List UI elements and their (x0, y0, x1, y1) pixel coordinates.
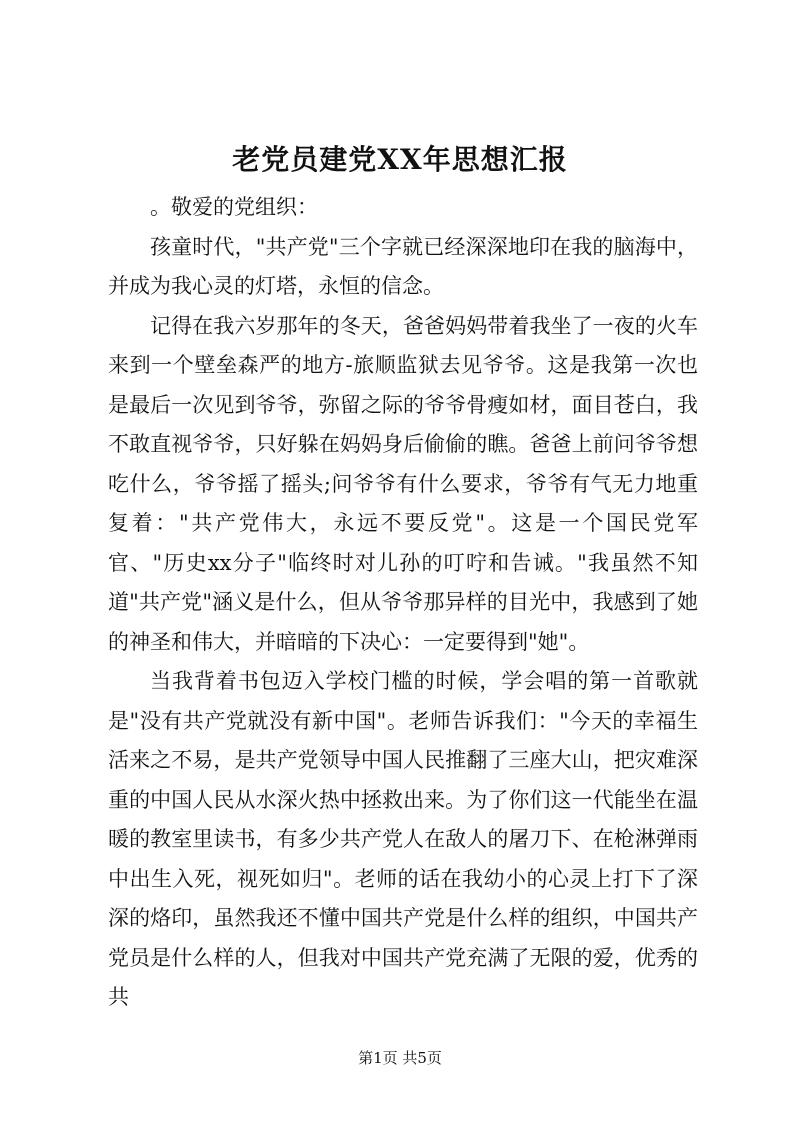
salutation: 。敬爱的党组织： (150, 195, 318, 219)
page-number-footer: 第1页 共5页 (358, 1049, 442, 1067)
document-title: 老党员建党XX年思想汇报 (232, 143, 568, 176)
paragraph-childhood: 孩童时代，"共产党"三个字就已经深深地印在我的脑海中，并成为我心灵的灯塔，永恒的信念。 (108, 234, 698, 298)
document-body (108, 188, 698, 1018)
paragraph-grandfather: 记得在我六岁那年的冬天，爸爸妈妈带着我坐了一夜的火车来到一个壁垒森严的地方-旅顺监狱去见爷爷。这是我第一次也是最后一次见到爷爷，弥留之际的爷爷骨瘦如材，面目苍白，我不敢直视爷爷，只好躲在妈妈身后偷偷的瞧。爸爸上前问爷爷想吃什么，爷爷摇了摇头;问爷爷有什么要求，爷爷有气无力地重复着："共产党伟大，永远不要反党"。这是一个国民党军官、"历史xx分子"临终时对儿孙的叮咛和告诫。"我虽然不知道"共产党"涵义是什么，但从爷爷那异样的目光中，我感到了她的神圣和伟大，并暗暗的下决心：一定要得到"她"。 (108, 313, 698, 654)
paragraph-school: 当我背着书包迈入学校门槛的时候，学会唱的第一首歌就是"没有共产党就没有新中国"。老师告诉我们："今天的幸福生活来之不易，是共产党领导中国人民推翻了三座大山，把灾难深重的中国人民从水深火热中拯救出来。为了你们这一代能坐在温暖的教室里读书，有多少共产党人在敌人的屠刀下、在枪淋弹雨中出生入死，视死如归"。老师的话在我幼小的心灵上打下了深深的烙印，虽然我还不懂中国共产党是什么样的组织，中国共产党员是什么样的人，但我对中国共产党充满了无限的爱，优秀的共 (108, 669, 698, 1009)
